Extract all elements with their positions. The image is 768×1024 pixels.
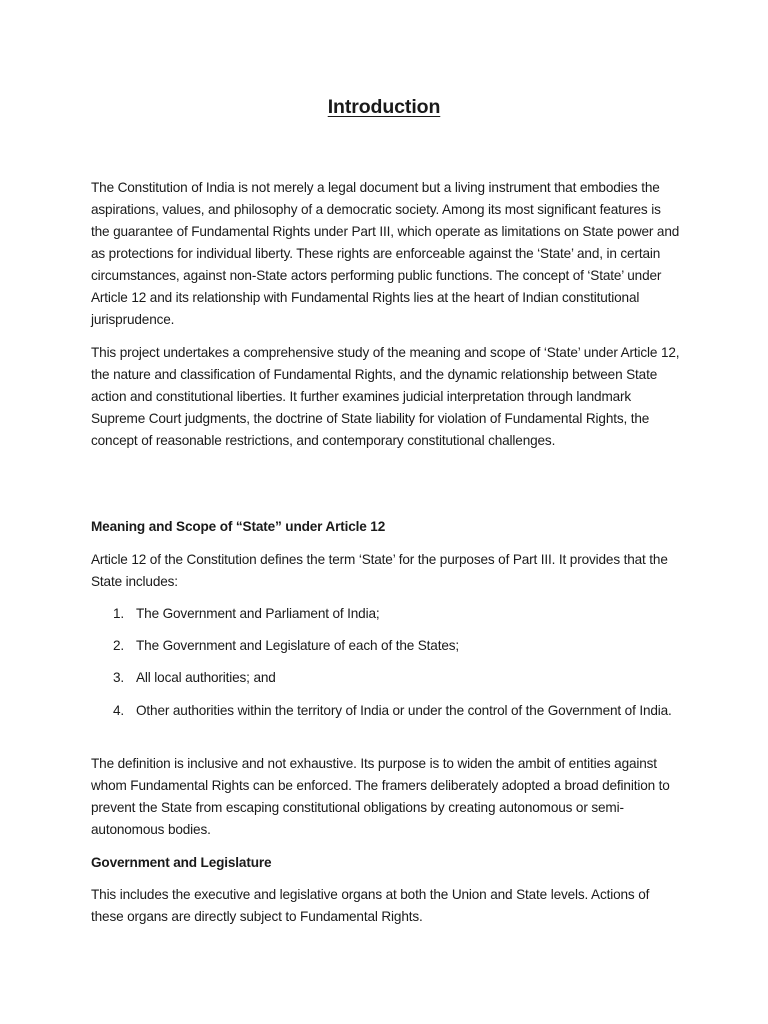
list-item — [91, 635, 681, 657]
list-item-text: All local authorities; and — [136, 670, 276, 685]
section-heading-government: Government and Legislature — [91, 855, 272, 870]
section-lead-paragraph: Article 12 of the Constitution defines the term ‘State’ for the purposes of Part III. It provides that the State includes: — [91, 552, 668, 589]
page-title: Introduction — [327, 96, 441, 118]
list-item-text: Other authorities within the territory of India or under the control of the Government of India. — [136, 703, 672, 718]
section-heading-article-12: Meaning and Scope of “State” under Article 12 — [91, 519, 386, 534]
list-item-number: 4. — [113, 703, 125, 718]
list-item-text: The Government and Parliament of India; — [136, 606, 380, 621]
intro-paragraph-1: The Constitution of India is not merely a legal document but a living instrument that embodies the aspirations, values, and philosophy of a democratic society. Among its most significant features is the guarantee of Fundamental Rights under Part III, which operate as limitations on State power and as protections for individual liberty. These rights are enforceable against the ‘State’ and, in certain circumstances, against non-State actors performing public functions. The concept of ‘State’ under Article 12 and its relationship with Fundamental Rights lies at the heart of Indian constitutional jurisprudence. — [91, 180, 680, 327]
list-item-number: 3. — [113, 670, 125, 685]
list-item — [91, 667, 681, 689]
list-item-number: 2. — [113, 638, 125, 653]
government-paragraph: This includes the executive and legislative organs at both the Union and State levels. Actions of these organs are directly subject to Fundamental Rights. — [91, 887, 650, 924]
intro-paragraph-2: This project undertakes a comprehensive study of the meaning and scope of ‘State’ under Article 12, the nature and classification of Fundamental Rights, and the dynamic relationship between State action and constitutional liberties. It further examines judicial interpretation through landmark Supreme Court judgments, the doctrine of State liability for violation of Fundamental Rights, the concept of reasonable restrictions, and contemporary constitutional challenges. — [91, 345, 680, 448]
definition-paragraph: The definition is inclusive and not exhaustive. Its purpose is to widen the ambit of entities against whom Fundamental Rights can be enforced. The framers deliberately adopted a broad definition to prevent the State from escaping constitutional obligations by creating autonomous or semi-autonomous bodies. — [91, 756, 670, 837]
list-item-number: 1. — [113, 606, 125, 621]
list-item — [91, 603, 681, 625]
list-item-text: The Government and Legislature of each of the States; — [136, 638, 460, 653]
list-item — [91, 700, 681, 722]
